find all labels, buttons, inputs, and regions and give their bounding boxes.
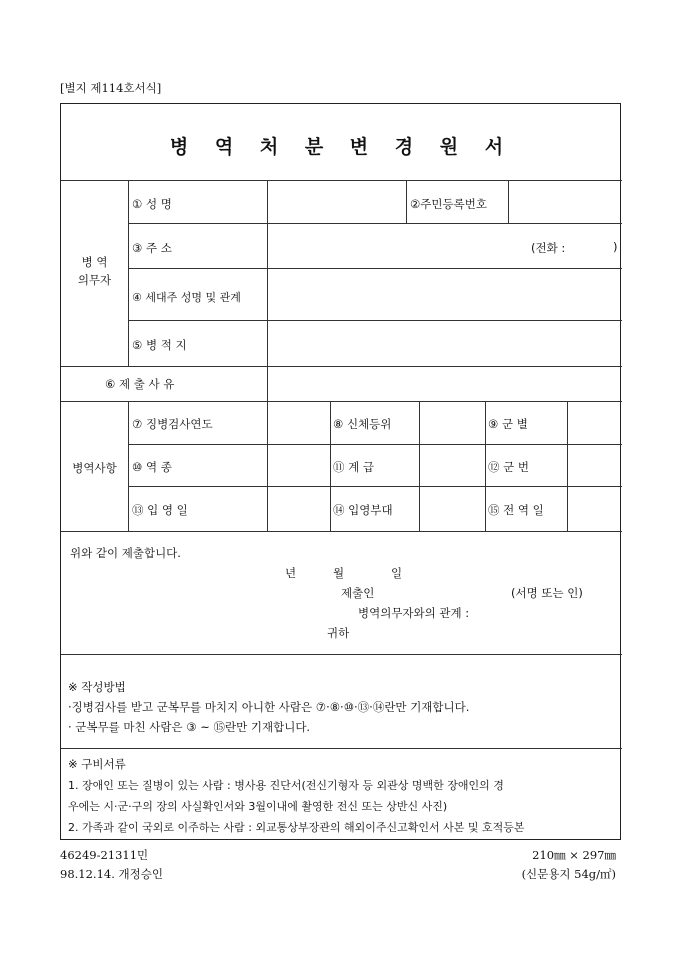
domicile-label: ⑤ 병 적 지 xyxy=(132,338,187,352)
applicant-label-1: 병 역 xyxy=(81,255,108,269)
enlistment-unit-label: ⑭ 입영부대 xyxy=(333,503,393,517)
divider xyxy=(485,401,486,531)
addressee-label: 귀하 xyxy=(327,626,350,640)
rrn-label: ②주민등록번호 xyxy=(410,197,487,211)
name-field[interactable] xyxy=(268,182,405,222)
documents-heading: ※ 구비서류 xyxy=(68,757,126,771)
paper-size: 210㎜ × 297㎜ xyxy=(532,848,616,862)
rank-label: ⑪ 계 급 xyxy=(333,460,375,474)
divider xyxy=(61,366,622,367)
service-number-label: ⑫ 군 번 xyxy=(488,460,530,474)
year-label: 년 xyxy=(285,566,297,580)
household-head-label: ④ 세대주 성명 및 관계 xyxy=(132,291,241,304)
divider xyxy=(61,531,622,532)
divider xyxy=(61,748,622,749)
service-label: 병역사항 xyxy=(72,461,117,475)
paper-type: (신문용지 54g/㎡) xyxy=(521,867,616,881)
exam-year-field[interactable] xyxy=(268,403,329,443)
form-frame xyxy=(60,103,621,840)
discharge-date-label: ⑮ 전 역 일 xyxy=(488,503,544,517)
divider xyxy=(128,486,622,487)
divider xyxy=(61,654,622,655)
reason-field[interactable] xyxy=(268,368,620,400)
instructions-line-2: · 군복무를 마친 사람은 ③ ~ ⑮란만 기재합니다. xyxy=(68,720,311,734)
exam-year-label: ⑦ 징병검사연도 xyxy=(132,417,213,431)
approval-date: 98.12.14. 개정승인 xyxy=(60,867,163,881)
reason-label: ⑥ 제 출 사 유 xyxy=(105,377,175,391)
divider xyxy=(406,180,407,223)
service-type-label: ⑩ 역 종 xyxy=(132,460,172,474)
address-label: ③ 주 소 xyxy=(132,241,172,255)
phone-label: (전화 : xyxy=(531,241,566,255)
documents-line-2: 우에는 시·군·구의 장의 사실확인서와 3월이내에 촬영한 전신 또는 상반신 사진) xyxy=(68,800,448,813)
form-title: 병 역 처 분 변 경 원 서 xyxy=(169,136,514,158)
branch-label: ⑨ 군 별 xyxy=(488,417,528,431)
service-type-field[interactable] xyxy=(268,446,329,485)
branch-field[interactable] xyxy=(568,403,620,443)
enlistment-unit-field[interactable] xyxy=(420,488,484,530)
enlistment-date-field[interactable] xyxy=(268,488,329,530)
divider xyxy=(128,180,129,366)
day-label: 일 xyxy=(391,566,403,580)
divider xyxy=(128,268,622,269)
relation-label: 병역의무자와의 관계 : xyxy=(358,606,470,620)
month-label: 월 xyxy=(333,566,345,580)
form-number: [별지 제114호서식] xyxy=(60,81,162,95)
signature-label: (서명 또는 인) xyxy=(511,586,583,600)
instructions-heading: ※ 작성방법 xyxy=(68,680,126,694)
phone-close: ) xyxy=(613,240,618,254)
form-code: 46249-21311민 xyxy=(60,848,149,862)
name-label: ① 성 명 xyxy=(132,197,172,211)
address-field[interactable] xyxy=(268,225,620,267)
divider xyxy=(128,444,622,445)
household-head-field[interactable] xyxy=(268,270,620,319)
divider xyxy=(61,401,622,402)
physical-grade-field[interactable] xyxy=(420,403,484,443)
divider xyxy=(330,401,331,531)
documents-line-1: 1. 장애인 또는 질병이 있는 사람 : 병사용 진단서(전신기형자 등 외관상 명백한 장애인의 경 xyxy=(68,779,504,792)
service-number-field[interactable] xyxy=(568,446,620,485)
divider xyxy=(61,180,622,181)
divider xyxy=(128,401,129,531)
divider xyxy=(128,320,622,321)
rrn-field[interactable] xyxy=(509,182,620,222)
discharge-date-field[interactable] xyxy=(568,488,620,530)
declaration-text: 위와 같이 제출합니다. xyxy=(70,546,181,560)
enlistment-date-label: ⑬ 입 영 일 xyxy=(132,503,188,517)
divider xyxy=(128,223,622,224)
domicile-field[interactable] xyxy=(268,322,620,365)
instructions-line-1: ·징병검사를 받고 군복무를 마치지 아니한 사람은 ⑦·⑧·⑩·⑬·⑭란만 기재합니다. xyxy=(68,700,470,714)
submitter-label: 제출인 xyxy=(341,586,375,600)
rank-field[interactable] xyxy=(420,446,484,485)
documents-line-3: 2. 가족과 같이 국외로 이주하는 사람 : 외교통상부장관의 해외이주신고확인서 사본 및 호적등본 xyxy=(68,821,525,834)
applicant-label-2: 의무자 xyxy=(77,273,112,287)
physical-grade-label: ⑧ 신체등위 xyxy=(333,417,392,431)
